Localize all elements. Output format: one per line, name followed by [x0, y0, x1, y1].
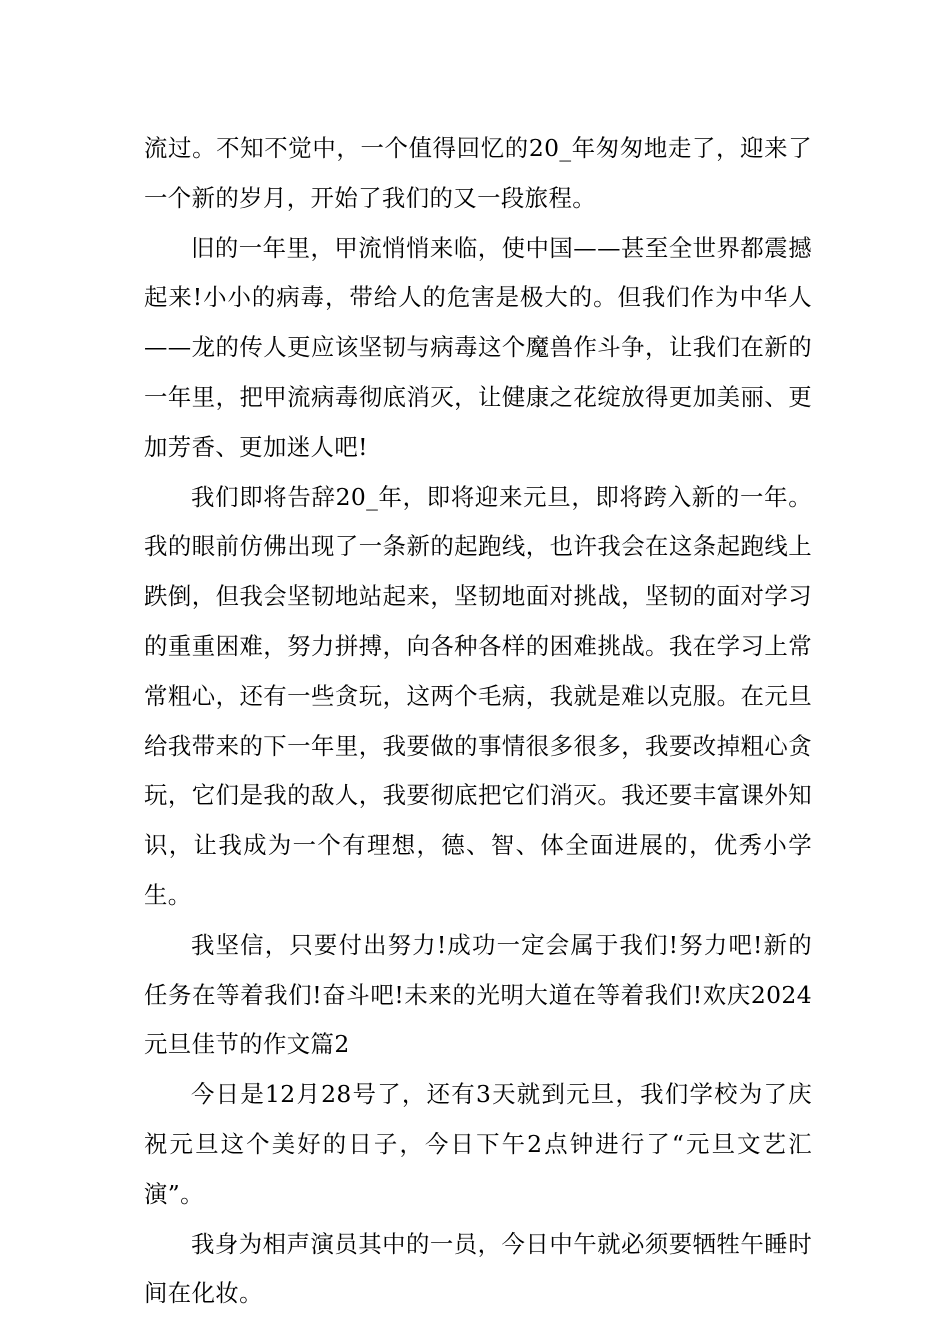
- paragraph-school-show: 今日是12月28号了，还有3天就到元旦，我们学校为了庆祝元旦这个美好的日子，今日下午2点钟进行了“元旦文艺汇演”。: [144, 1080, 812, 1208]
- paragraph-flu: 旧的一年里，甲流悄悄来临，使中国——甚至全世界都震撼起来!小小的病毒，带给人的危害是极大的。但我们作为中华人——龙的传人更应该坚韧与病毒这个魔兽作斗争，让我们在新的一年里，把甲流病毒彻底消灭，让健康之花绽放得更加美丽、更加芳香、更加迷人吧!: [144, 233, 812, 461]
- paragraph-makeup: 我身为相声演员其中的一员，今日中午就必须要牺牲午睡时间在化妆。: [144, 1229, 812, 1308]
- paragraph-continuation: 流过。不知不觉中，一个值得回忆的20_年匆匆地走了，迎来了一个新的岁月，开始了我们的又一段旅程。: [144, 134, 812, 212]
- paragraph-belief: 我坚信，只要付出努力!成功一定会属于我们!努力吧!新的任务在等着我们!奋斗吧!未来的光明大道在等着我们!欢庆2024元旦佳节的作文篇2: [144, 930, 812, 1059]
- document-body: [144, 124, 812, 1319]
- paragraph-new-year-goals: 我们即将告辞20_年，即将迎来元旦，即将跨入新的一年。我的眼前仿佛出现了一条新的起跑线，也许我会在这条起跑线上跌倒，但我会坚韧地站起来，坚韧地面对挑战，坚韧的面对学习的重重困难，努力拼搏，向各种各样的困难挑战。我在学习上常常粗心，还有一些贪玩，这两个毛病，我就是难以克服。在元旦给我带来的下一年里，我要做的事情很多很多，我要改掉粗心贪玩，它们是我的敌人，我要彻底把它们消灭。我还要丰富课外知识，让我成为一个有理想，德、智、体全面进展的，优秀小学生。: [144, 482, 812, 909]
